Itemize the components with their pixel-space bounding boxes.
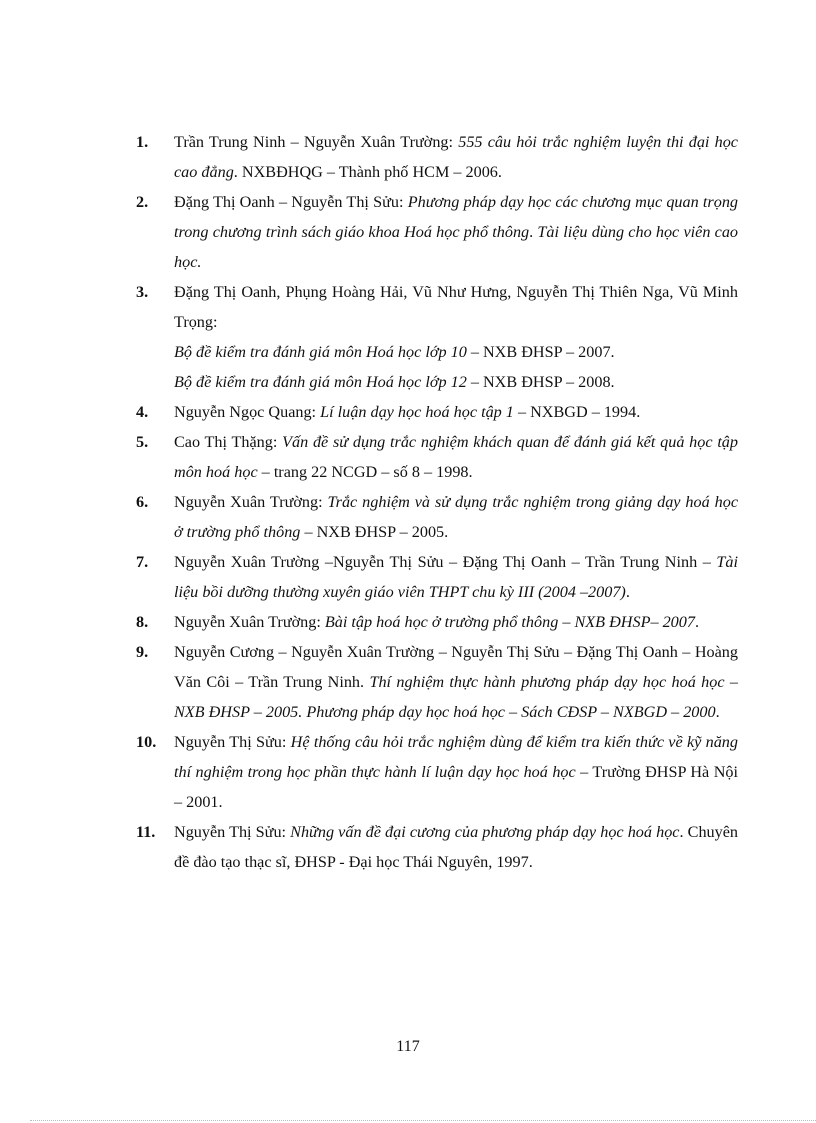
page-number: 117 bbox=[396, 1038, 420, 1055]
reference-number: 9. bbox=[136, 643, 149, 661]
reference-text bbox=[174, 427, 738, 487]
reference-detail: Nguyễn Xuân Trường –Nguyễn Thị Sửu – Đặng Thị Oanh – Trần Trung Ninh – bbox=[174, 553, 717, 571]
reference-title: Hệ thống câu hỏi trắc nghiệm dùng để kiểm tra kiến thức về kỹ năng thí nghiệm trong học phần thực hành lí luận dạy học hoá học bbox=[174, 733, 738, 781]
reference-detail: – Trường ĐHSP Hà Nội – 2001. bbox=[174, 763, 738, 811]
reference-title: Vấn đề sử dụng trắc nghiệm khách quan để đánh giá kết quả học tập môn hoá học bbox=[174, 433, 738, 481]
reference-detail: Nguyễn Cương – Nguyễn Xuân Trường – Nguyễn Thị Sửu – Đặng Thị Oanh – Hoàng Văn Côi – Trần Trung Ninh. bbox=[174, 643, 738, 691]
reference-text bbox=[174, 607, 738, 637]
reference-detail: . NXBĐHQG – Thành phố HCM – 2006. bbox=[233, 163, 502, 181]
reference-item bbox=[136, 427, 738, 487]
reference-text bbox=[174, 727, 738, 817]
reference-item bbox=[136, 547, 738, 607]
reference-item bbox=[136, 397, 738, 427]
reference-number: 10. bbox=[136, 733, 157, 751]
reference-detail: Nguyễn Xuân Trường: bbox=[174, 493, 328, 511]
reference-item bbox=[136, 127, 738, 187]
reference-number: 4. bbox=[136, 403, 149, 421]
reference-title: Tài liệu dùng cho học viên cao học. bbox=[174, 223, 739, 271]
reference-item bbox=[136, 487, 738, 547]
reference-text bbox=[174, 547, 738, 607]
reference-number: 6. bbox=[136, 493, 149, 511]
reference-item bbox=[136, 277, 738, 397]
reference-number: 2. bbox=[136, 193, 149, 211]
reference-detail: Nguyễn Xuân Trường: bbox=[174, 613, 325, 631]
reference-item bbox=[136, 607, 738, 637]
reference-title: Bộ đề kiểm tra đánh giá môn Hoá học lớp 10 bbox=[174, 343, 467, 361]
reference-number: 11. bbox=[136, 823, 156, 841]
reference-detail: – NXB ĐHSP – 2008. bbox=[466, 373, 615, 391]
reference-title: Bài tập hoá học ở trường phổ thông – NXB ĐHSP– 2007 bbox=[324, 613, 695, 631]
reference-number: 8. bbox=[136, 613, 149, 631]
reference-item bbox=[136, 817, 738, 877]
reference-detail: – trang 22 NCGD – số 8 – 1998. bbox=[257, 463, 473, 481]
reference-title: Lí luận dạy học hoá học tập 1 bbox=[320, 403, 514, 421]
reference-detail: – NXBGD – 1994. bbox=[513, 403, 641, 421]
reference-number: 7. bbox=[136, 553, 149, 571]
reference-detail: Cao Thị Thặng: bbox=[174, 433, 283, 451]
reference-number: 3. bbox=[136, 283, 149, 301]
reference-text bbox=[174, 277, 738, 337]
reference-item bbox=[136, 727, 738, 817]
reference-detail: Trần Trung Ninh – Nguyễn Xuân Trường: bbox=[174, 133, 459, 151]
reference-text bbox=[174, 367, 738, 397]
reference-number: 1. bbox=[136, 133, 149, 151]
reference-item bbox=[136, 637, 738, 727]
reference-detail: Nguyễn Ngọc Quang: bbox=[174, 403, 321, 421]
reference-title: 555 câu hỏi trắc nghiệm luyện thi đại học cao đẳng bbox=[174, 133, 738, 181]
reference-text bbox=[174, 487, 738, 547]
reference-text bbox=[174, 397, 738, 427]
reference-title: Những vấn đề đại cương của phương pháp dạy học hoá học bbox=[290, 823, 680, 841]
reference-title: Trắc nghiệm và sử dụng trắc nghiệm trong giảng dạy hoá học ở trường phổ thông bbox=[174, 493, 739, 541]
reference-detail: Đặng Thị Oanh – Nguyễn Thị Sửu: bbox=[174, 193, 408, 211]
reference-title: Bộ đề kiểm tra đánh giá môn Hoá học lớp 12 bbox=[174, 373, 467, 391]
reference-text bbox=[174, 337, 738, 367]
reference-detail: . Chuyên đề đào tạo thạc sĩ, ĐHSP - Đại học Thái Nguyên, 1997. bbox=[174, 823, 739, 871]
page-bottom-divider bbox=[30, 1120, 816, 1121]
reference-item bbox=[136, 187, 738, 277]
reference-title: Phương pháp dạy học các chương mục quan trọng trong chương trình sách giáo khoa Hoá học phổ thông bbox=[174, 193, 739, 241]
reference-detail: – NXB ĐHSP – 2007. bbox=[466, 343, 615, 361]
reference-number: 5. bbox=[136, 433, 149, 451]
reference-detail: Nguyễn Thị Sửu: bbox=[174, 733, 291, 751]
reference-detail: . bbox=[529, 223, 538, 241]
reference-detail: . bbox=[625, 583, 630, 601]
reference-title: Thí nghiệm thực hành phương pháp dạy học hoá học – NXB ĐHSP – 2005. Phương pháp dạy học hoá học – Sách CĐSP – NXBGD – 2000 bbox=[174, 673, 739, 721]
reference-title: Tài liệu bồi dưỡng thường xuyên giáo viên THPT chu kỳ III (2004 –2007) bbox=[174, 553, 738, 601]
reference-text bbox=[174, 817, 738, 877]
reference-list bbox=[136, 127, 738, 877]
reference-detail: – NXB ĐHSP – 2005. bbox=[300, 523, 449, 541]
reference-text bbox=[174, 187, 738, 277]
reference-text bbox=[174, 637, 738, 727]
reference-detail: . bbox=[694, 613, 700, 631]
reference-text bbox=[174, 127, 738, 187]
reference-detail: . bbox=[715, 703, 720, 721]
reference-detail: Nguyễn Thị Sửu: bbox=[174, 823, 291, 841]
reference-detail: Đặng Thị Oanh, Phụng Hoàng Hải, Vũ Như Hưng, Nguyễn Thị Thiên Nga, Vũ Minh Trọng: bbox=[174, 283, 738, 331]
